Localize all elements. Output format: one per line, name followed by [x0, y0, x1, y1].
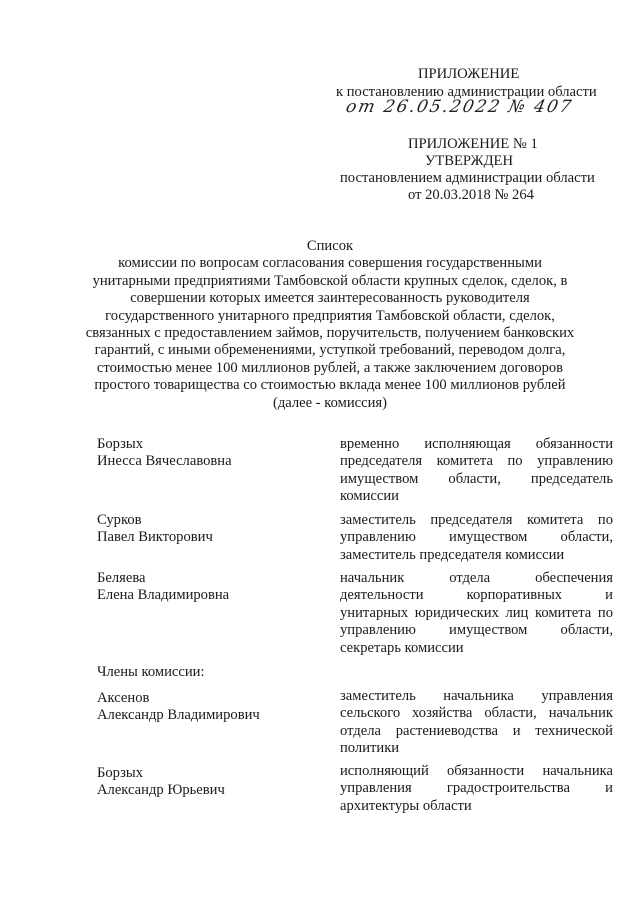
- members-section-label: Члены комиссии:: [97, 664, 205, 680]
- member-given-names: Инесса Вячеславовна: [97, 453, 232, 470]
- member-name: [97, 570, 317, 605]
- member-given-names: Александр Юрьевич: [97, 782, 225, 799]
- title-line: связанных с предоставлением займов, поручительств, получением банковских: [85, 325, 575, 342]
- role-line: управлению имуществом области,: [340, 529, 613, 546]
- member-name: [97, 512, 317, 547]
- member-role: [340, 512, 613, 564]
- member-surname: Аксенов: [97, 690, 150, 706]
- role-line: временно исполняющая обязанности: [340, 436, 613, 452]
- role-line: заместитель председателя комитета по: [340, 512, 613, 528]
- title-line: (далее - комиссия): [272, 394, 388, 411]
- handwritten-resolution-date: от 26.05.2022 № 407: [344, 97, 575, 117]
- role-line: деятельности корпоративных и: [340, 587, 613, 604]
- role-line: унитарных юридических лиц комитета по: [340, 604, 613, 621]
- role-line: архитектуры области: [340, 797, 472, 814]
- member-name: [97, 436, 317, 471]
- member-role: [340, 688, 613, 758]
- approved-by-line: постановлением администрации области: [340, 170, 595, 186]
- title-line: государственного унитарного предприятия Тамбовской области, сделок,: [105, 307, 555, 324]
- appendix-label: ПРИЛОЖЕНИЕ: [418, 66, 520, 82]
- role-line: комиссии: [340, 488, 399, 505]
- role-line: начальник отдела обеспечения: [340, 570, 613, 586]
- to-resolution-line: к постановлению администрации области: [336, 84, 597, 100]
- title-line: гарантий, с иными обременениями, уступкой требований, переводом долга,: [94, 342, 566, 359]
- member-surname: Беляева: [97, 570, 146, 586]
- title-line: унитарными предприятиями Тамбовской области крупных сделок, сделок, в: [92, 272, 568, 289]
- role-line: заместитель председателя комиссии: [340, 546, 565, 563]
- role-line: председателя комитета по управлению: [340, 453, 613, 470]
- title-heading: Список: [306, 238, 354, 254]
- role-line: политики: [340, 740, 400, 757]
- role-line: исполняющий обязанности начальника: [340, 763, 613, 779]
- title-line: совершении которых имеется заинтересованность руководителя: [130, 290, 530, 307]
- member-role: [340, 436, 613, 506]
- member-surname: Сурков: [97, 512, 142, 528]
- title-line: простого товарищества со стоимостью вклада менее 100 миллионов рублей: [94, 377, 566, 394]
- member-surname: Борзых: [97, 436, 144, 452]
- role-line: управления градостроительства и: [340, 780, 613, 797]
- role-line: сельского хозяйства области, начальник: [340, 705, 613, 722]
- role-line: отдела растениеводства и технической: [340, 722, 613, 739]
- member-given-names: Павел Викторович: [97, 529, 213, 546]
- member-name: [97, 765, 317, 800]
- title-line: комиссии по вопросам согласования совершения государственными: [118, 255, 542, 272]
- role-line: управлению имуществом области,: [340, 622, 613, 639]
- member-given-names: Александр Владимирович: [97, 707, 260, 724]
- role-line: секретарь комиссии: [340, 639, 464, 656]
- approved-date-line: от 20.03.2018 № 264: [408, 187, 534, 203]
- role-line: имуществом области, председатель: [340, 470, 613, 487]
- member-role: [340, 570, 613, 657]
- title-line: стоимостью менее 100 миллионов рублей, а также заключением договоров: [96, 359, 564, 376]
- member-surname: Борзых: [97, 765, 144, 781]
- document-title: [60, 238, 600, 412]
- appendix-number: ПРИЛОЖЕНИЕ № 1: [408, 136, 538, 152]
- member-role: [340, 763, 613, 815]
- member-given-names: Елена Владимировна: [97, 587, 230, 604]
- role-line: заместитель начальника управления: [340, 688, 613, 704]
- approved-label: УТВЕРЖДЕН: [425, 153, 513, 169]
- member-name: [97, 690, 317, 725]
